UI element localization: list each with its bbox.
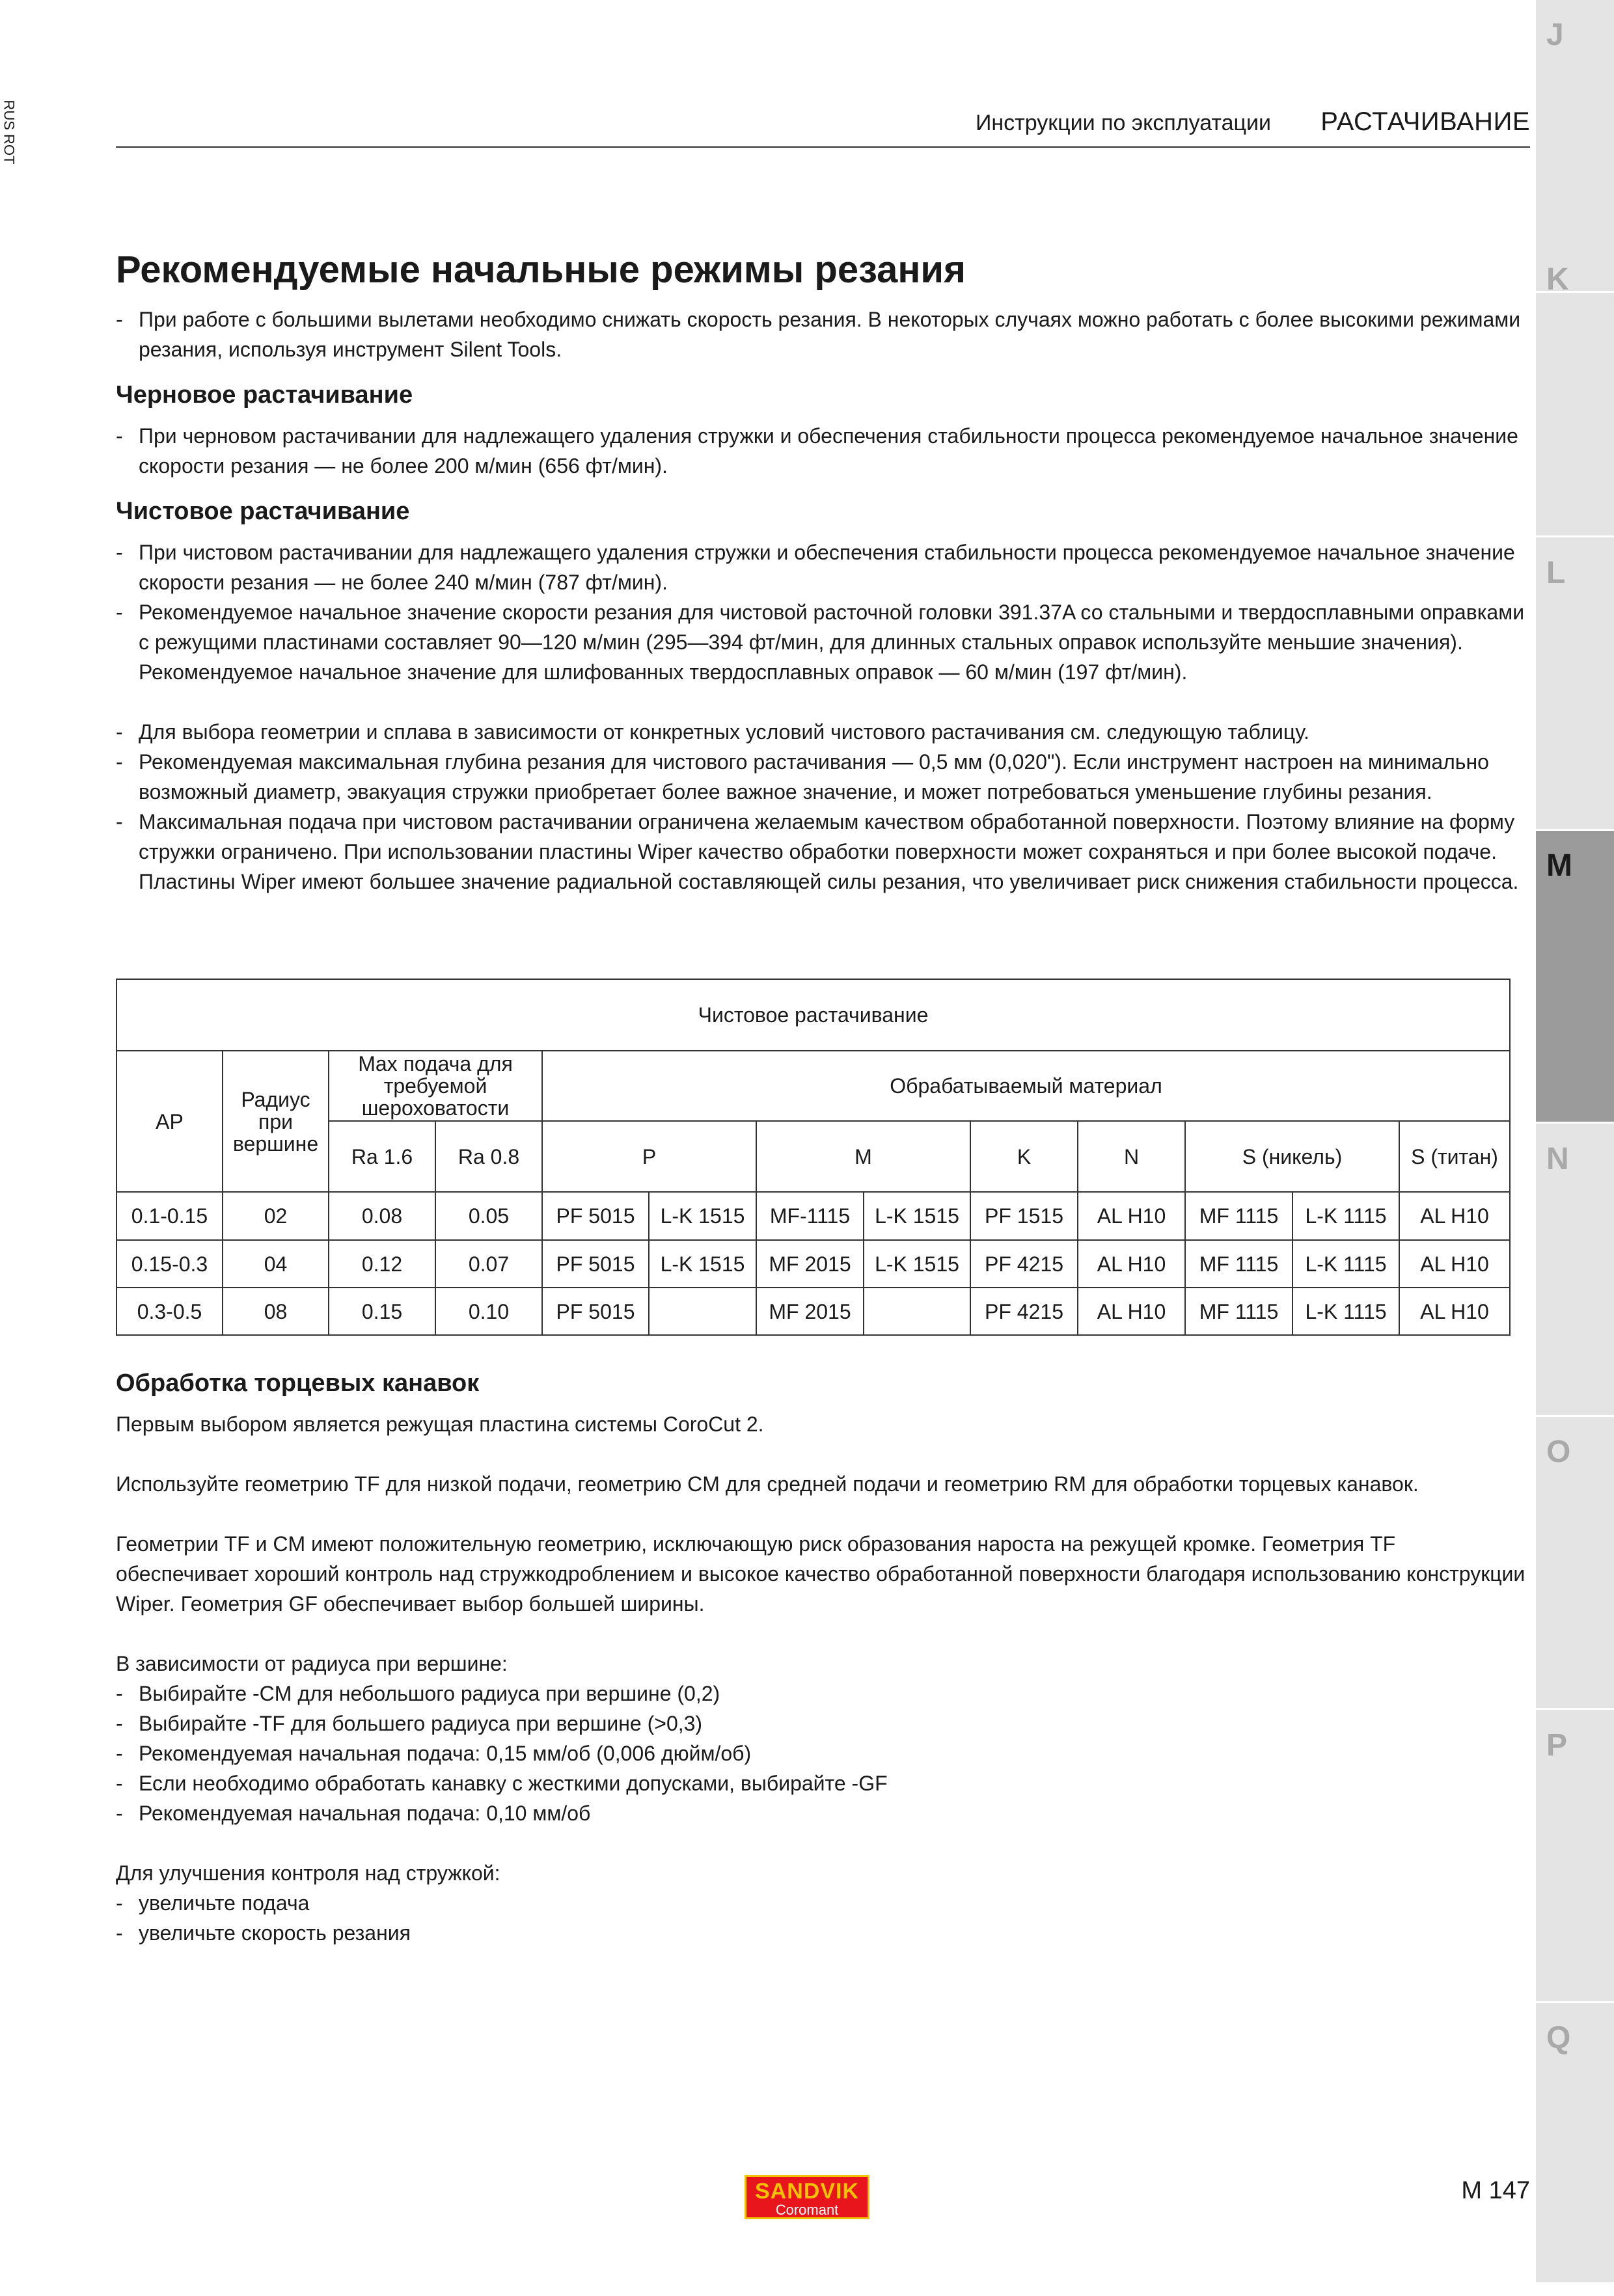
table-cell: AL H10 xyxy=(1399,1288,1510,1335)
table-cell: PF 4215 xyxy=(970,1288,1078,1335)
sandvik-coromant-logo: SANDVIK Coromant xyxy=(745,2175,869,2219)
table-cell: PF 5015 xyxy=(542,1192,649,1240)
paragraph: В зависимости от радиуса при вершине: xyxy=(116,1652,508,1675)
table-cell: MF 2015 xyxy=(756,1240,864,1288)
table-cell: MF-1115 xyxy=(756,1192,864,1240)
paragraph: Для улучшения контроля над стружкой: xyxy=(116,1861,500,1885)
table-cell: PF 5015 xyxy=(542,1240,649,1288)
table-cell: PF 4215 xyxy=(970,1240,1078,1288)
header-material-m: M xyxy=(756,1121,970,1192)
list-item: - увеличьте скорость резания xyxy=(116,1918,1530,1948)
header-corner-radius: Радиус при вершине xyxy=(223,1051,329,1192)
list-item: - Рекомендуемая начальная подача: 0,15 мм/об (0,006 дюйм/об) xyxy=(116,1738,1530,1768)
tab-k[interactable]: K xyxy=(1536,245,1614,537)
tab-q[interactable]: Q xyxy=(1536,2003,1614,2296)
table-cell: PF 1515 xyxy=(970,1192,1078,1240)
face-grooving-heading: Обработка торцевых канавок xyxy=(116,1370,480,1397)
section-tabs xyxy=(1536,0,1614,2282)
paragraph: Используйте геометрию TF для низкой подачи, геометрию CM для средней подачи и геометрию RM для обработки торцевых канавок. xyxy=(116,1472,1419,1496)
list-item: - Выбирайте -TF для большего радиуса при вершине (>0,3) xyxy=(116,1708,1530,1738)
table-cell: 0.15 xyxy=(329,1288,435,1335)
document-code: RUS ROT xyxy=(1,100,18,165)
header-ap: AP xyxy=(116,1051,223,1192)
header-material-k: K xyxy=(970,1121,1078,1192)
table-cell: 04 xyxy=(223,1240,329,1288)
header-material-s-nickel: S (никель) xyxy=(1185,1121,1399,1192)
finish-boring-table xyxy=(116,979,1511,1336)
paragraph: Геометрии TF и CM имеют положительную геометрию, исключающую риск образования нароста на режущей кромке. Геометрия TF обеспечивает хороший контроль над стружкодроблением и высокое качество обработанной поверхности благодаря использованию конструкции Wiper. Геометрия GF обеспечивает выбор большей ширины. xyxy=(116,1532,1525,1615)
list-item: - Рекомендуемая максимальная глубина резания для чистового растачивания — 0,5 мм (0,020"). Если инструмент настроен на минимально возможный диаметр, эвакуация стружки приобретает более важное значение, и может потребоваться уменьшение глубины резания. xyxy=(116,747,1530,807)
list-item: - При чистовом растачивании для надлежащего удаления стружки и обеспечения стабильности процесса рекомендуемое начальное значение скорости резания — не более 240 м/мин (787 фт/мин). xyxy=(116,537,1530,597)
table-cell: 0.3-0.5 xyxy=(116,1288,223,1335)
header-max-feed: Max подача для требуемой шероховатости xyxy=(329,1051,542,1121)
tab-o[interactable]: O xyxy=(1536,1417,1614,1710)
table-cell: AL H10 xyxy=(1399,1192,1510,1240)
header-section-label: Инструкции по эксплуатации xyxy=(975,111,1271,135)
header-ra-0-8: Ra 0.8 xyxy=(435,1121,542,1192)
page-number: M 147 xyxy=(1461,2177,1530,2204)
table-cell: 02 xyxy=(223,1192,329,1240)
table-cell: 0.10 xyxy=(435,1288,542,1335)
table-cell: AL H10 xyxy=(1399,1240,1510,1288)
tab-j[interactable]: J xyxy=(1536,0,1614,293)
intro-list xyxy=(116,304,1530,364)
table-cell: L-K 1515 xyxy=(649,1192,756,1240)
tab-n[interactable]: N xyxy=(1536,1124,1614,1417)
table-cell: PF 5015 xyxy=(542,1288,649,1335)
table-cell: 0.07 xyxy=(435,1240,542,1288)
tab-l[interactable]: L xyxy=(1536,538,1614,831)
header-chapter-title: РАСТАЧИВАНИЕ xyxy=(1320,107,1530,136)
table-cell: L-K 1515 xyxy=(864,1192,970,1240)
table-cell: MF 1115 xyxy=(1185,1240,1293,1288)
table-cell xyxy=(864,1288,970,1335)
list-item: - При черновом растачивании для надлежащего удаления стружки и обеспечения стабильности процесса рекомендуемое начальное значение скорости резания — не более 200 м/мин (656 фт/мин). xyxy=(116,421,1530,481)
table-cell: L-K 1115 xyxy=(1293,1240,1399,1288)
header-material-n: N xyxy=(1078,1121,1185,1192)
rough-boring-heading: Черновое растачивание xyxy=(116,381,413,409)
rough-boring-list xyxy=(116,421,1530,481)
list-item: - Рекомендуемая начальная подача: 0,10 мм/об xyxy=(116,1798,1530,1828)
list-item: - увеличьте подача xyxy=(116,1888,1530,1918)
page-header xyxy=(116,104,1530,148)
table-row xyxy=(116,1240,1510,1288)
finish-boring-list xyxy=(116,537,1530,687)
table-cell: L-K 1115 xyxy=(1293,1288,1399,1335)
list-item: - Для выбора геометрии и сплава в зависимости от конкретных условий чистового растачивания см. следующую таблицу. xyxy=(116,717,1530,747)
face-grooving-section xyxy=(116,1370,1530,1948)
table-cell: L-K 1115 xyxy=(1293,1192,1399,1240)
header-material-s-titanium: S (титан) xyxy=(1399,1121,1510,1192)
table-cell: MF 1115 xyxy=(1185,1192,1293,1240)
table-cell: 0.1-0.15 xyxy=(116,1192,223,1240)
table-cell: 0.12 xyxy=(329,1240,435,1288)
main-content xyxy=(116,247,1530,897)
list-item: - Если необходимо обработать канавку с жесткими допусками, выбирайте -GF xyxy=(116,1768,1530,1798)
paragraph: Первым выбором является режущая пластина системы CoroCut 2. xyxy=(116,1412,764,1436)
table-cell: MF 2015 xyxy=(756,1288,864,1335)
table-cell: L-K 1515 xyxy=(649,1240,756,1288)
list-item: - Максимальная подача при чистовом растачивании ограничена желаемым качеством обработанной поверхности. Поэтому влияние на форму стружки ограничено. При использовании пластины Wiper качество обработки поверхности может сохраняться и при более высокой подаче. Пластины Wiper имеют большее значение радиальной составляющей силы резания, что увеличивает риск снижения стабильности процесса. xyxy=(116,807,1530,897)
table-cell: 0.08 xyxy=(329,1192,435,1240)
table-cell: AL H10 xyxy=(1078,1240,1185,1288)
table-cell xyxy=(649,1288,756,1335)
table-cell: 0.05 xyxy=(435,1192,542,1240)
page-title: Рекомендуемые начальные режимы резания xyxy=(116,249,966,291)
tab-m[interactable]: M xyxy=(1536,831,1614,1124)
table-row xyxy=(116,1192,1510,1240)
table-cell: AL H10 xyxy=(1078,1288,1185,1335)
list-item: - При работе с большими вылетами необходимо снижать скорость резания. В некоторых случаях можно работать с более высокими режимами резания, используя инструмент Silent Tools. xyxy=(116,304,1530,364)
list-item: - Выбирайте -CM для небольшого радиуса при вершине (0,2) xyxy=(116,1679,1530,1708)
table-cell: 08 xyxy=(223,1288,329,1335)
tab-p[interactable]: P xyxy=(1536,1710,1614,2003)
header-workpiece-material: Обрабатываемый материал xyxy=(542,1051,1510,1121)
table-row xyxy=(116,1288,1510,1335)
table-cell: MF 1115 xyxy=(1185,1288,1293,1335)
corner-radius-list xyxy=(116,1679,1530,1828)
table-title: Чистовое растачивание xyxy=(116,979,1510,1051)
list-item: - Рекомендуемое начальное значение скорости резания для чистовой расточной головки 391.37A со стальными и твердосплавными оправками с режущими пластинами составляет 90—120 м/мин (295—394 фт/мин, для длинных стальных оправок используйте меньшие значения). Рекомендуемое начальное значение для шлифованных твердосплавных оправок — 60 м/мин (197 фт/мин). xyxy=(116,597,1530,687)
table-cell: AL H10 xyxy=(1078,1192,1185,1240)
header-ra-1-6: Ra 1.6 xyxy=(329,1121,435,1192)
header-material-p: P xyxy=(542,1121,756,1192)
table-cell: 0.15-0.3 xyxy=(116,1240,223,1288)
table-cell: L-K 1515 xyxy=(864,1240,970,1288)
chip-control-list xyxy=(116,1888,1530,1948)
finish-boring-notes-list xyxy=(116,717,1530,897)
finish-boring-heading: Чистовое растачивание xyxy=(116,497,410,525)
